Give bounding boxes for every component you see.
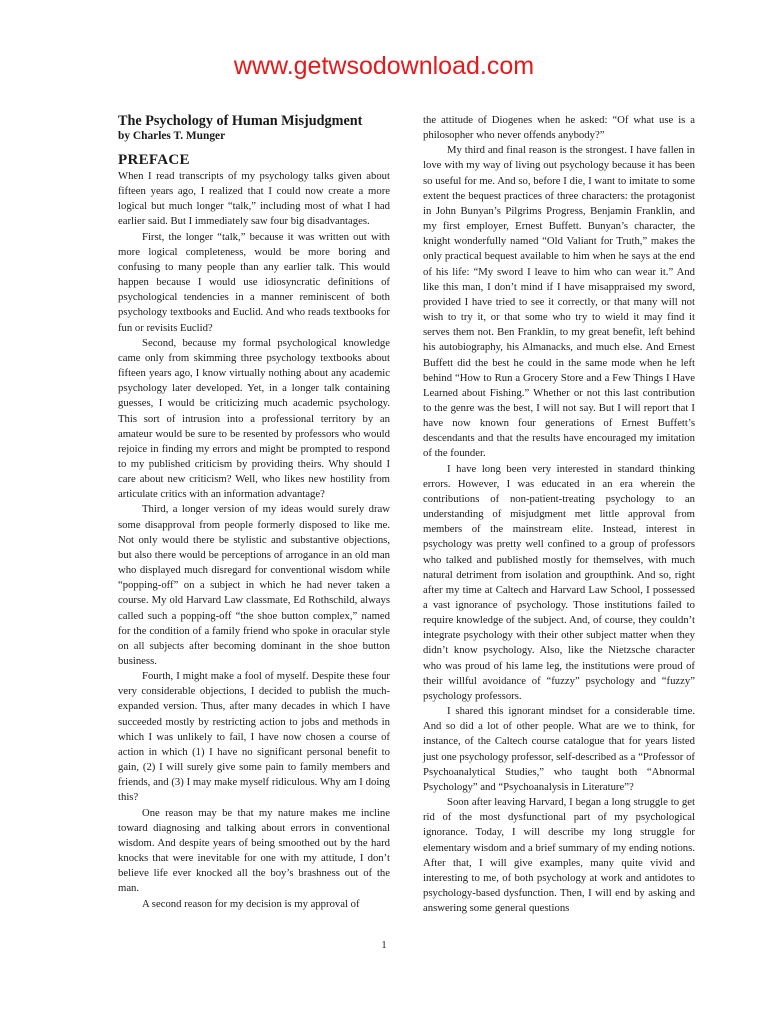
paragraph: the attitude of Diogenes when he asked: “Of what use is a philosopher who never offends anybody?” (423, 114, 695, 142)
paragraph: A second reason for my decision is my approval of (142, 897, 360, 910)
paragraph: My third and final reason is the strongest. I have fallen in love with my way of living out psychology because it has been so useful for me. And so, before I die, I want to imitate to some extent the bequest practices of three characters: the protagonist in John Bunyan’s Pilgrims Progress, Benjamin Franklin, and my first employer, Ernest Buffett. Bunyan’s character, the knight wonderfully named “Old Valiant for Truth,” makes the only practical bequest available to him when he says at the end of his life: “My sword I leave to him who can wear it.” And like this man, I don’t mind if I have misappraised my sword, provided I have tried to see it correctly, or that many will not wish to try it, or that some who try to wield it may find it serves them not. Ben Franklin, to my great benefit, left behind his autobiography, his Almanacks, and much else. And Ernest Buffett did the best he could in the same mode when he left behind “How to Run a Grocery Store and a Few Things I Have Learned about Fishing.” Whether or not this last contribution to the genre was the best, I will not say. But I will report that I have now known four generations of Ernest Buffett’s descendants and that the results have encouraged my imitation of the founder. (423, 144, 695, 460)
watermark-url[interactable]: www.getwsodownload.com (233, 52, 535, 80)
left-paragraphs (118, 169, 390, 912)
article-title: The Psychology of Human Misjudgment (118, 113, 363, 129)
section-heading: PREFACE (118, 152, 190, 168)
paragraph: First, the longer “talk,” because it was written out with more logical completeness, would be more boring and confusing to many people than any earlier talk. This would happen because I would use idiosyncratic definitions of psychological tendencies in a manner reminiscent of both psychology textbooks and Euclid. And who reads textbooks for fun or revisits Euclid? (118, 230, 390, 334)
author-byline: by Charles T. Munger (118, 130, 226, 142)
paragraph: Second, because my formal psychological knowledge came only from skimming three psychology textbooks about fifteen years ago, I know virtually nothing about any academic psychology later developed. Yet, in a longer talk containing guesses, I would be criticizing much academic psychology. This sort of intrusion into a professional territory by an amateur would be sure to be resented by professors who would rejoice in finding my errors and might be prompted to respond to my published criticism by providing theirs. Why should I care about new criticism? Well, who likes new hostility from articulate critics with an information advantage? (118, 336, 390, 501)
paragraph: One reason may be that my nature makes me incline toward diagnosing and talking about errors in conventional wisdom. And despite years of being smoothed out by the hard knocks that were inevitable for one with my attitude, I don’t believe life ever knocked all the boy’s brashness out of the man. (118, 806, 390, 895)
paragraph: Third, a longer version of my ideas would surely draw some disapproval from people formerly disposed to like me. Not only would there be stylistic and substantive objections, but also there would be perceptions of arrogance in an old man who displayed much disregard for conventional wisdom while “popping-off” on a subject in which he had never taken a course. My old Harvard Law classmate, Ed Rothschild, always called such a popping-off “the shoe button complex,” named for the condition of a family friend who spoke in oracular style on all subjects after becoming dominant in the shoe button business. (118, 503, 390, 667)
paragraph: I have long been very interested in standard thinking errors. However, I was educated in an era wherein the contributions of non-patient-treating psychology to an understanding of misjudgment met little approval from members of the mainstream elite. Instead, interest in psychology was pretty well confined to a group of professors who talked and published mostly for themselves, with much natural detriment from isolation and groupthink. And so, right after my time at Caltech and Harvard Law School, I possessed a vast ignorance of psychology. Those institutions failed to require knowledge of the subject. And, of course, they couldn’t integrate psychology with their other subject matter when they didn’t know psychology. Also, like the Nietzsche character who was proud of his lame leg, the institutions were proud of their willful avoidance of “fuzzy” psychology and “fuzzy” psychology professors. (423, 462, 695, 702)
right-column (423, 113, 695, 916)
right-paragraphs (423, 113, 695, 916)
paragraph: Fourth, I might make a fool of myself. Despite these four very considerable objections, I decided to publish the much-expanded version. Thus, after many decades in which I have succeeded mostly by restricting action to jobs and methods in which I was unlikely to fail, I have now chosen a course of action in which (1) I have no significant personal benefit to gain, (2) I will surely give some pain to family members and friends, and (3) I may make myself ridiculous. Why am I doing this? (118, 670, 390, 804)
left-column (118, 113, 390, 912)
paragraph: I shared this ignorant mindset for a considerable time. And so did a lot of other people. What are we to think, for instance, of the Caltech course catalogue that for years listed just one psychology professor, self-described as a “Professor of Psychoanalytical Studies,” who taught both “Abnormal Psychology” and “Psychoanalysis in Literature”? (423, 705, 695, 793)
paragraph: Soon after leaving Harvard, I began a long struggle to get rid of the most dysfunctional part of my psychological ignorance. Today, I will describe my long struggle for elementary wisdom and a brief summary of my ending notions. After that, I will give examples, many quite vivid and interesting to me, of both psychology at work and antidotes to psychology-based dysfunction. Then, I will end by asking and answering some general questions (423, 796, 695, 915)
paragraph: When I read transcripts of my psychology talks given about fifteen years ago, I realized that I could now create a more logical but much longer “talk,” including most of what I had earlier said. But I immediately saw four big disadvantages. (118, 170, 390, 228)
page-number: 1 (381, 940, 387, 951)
